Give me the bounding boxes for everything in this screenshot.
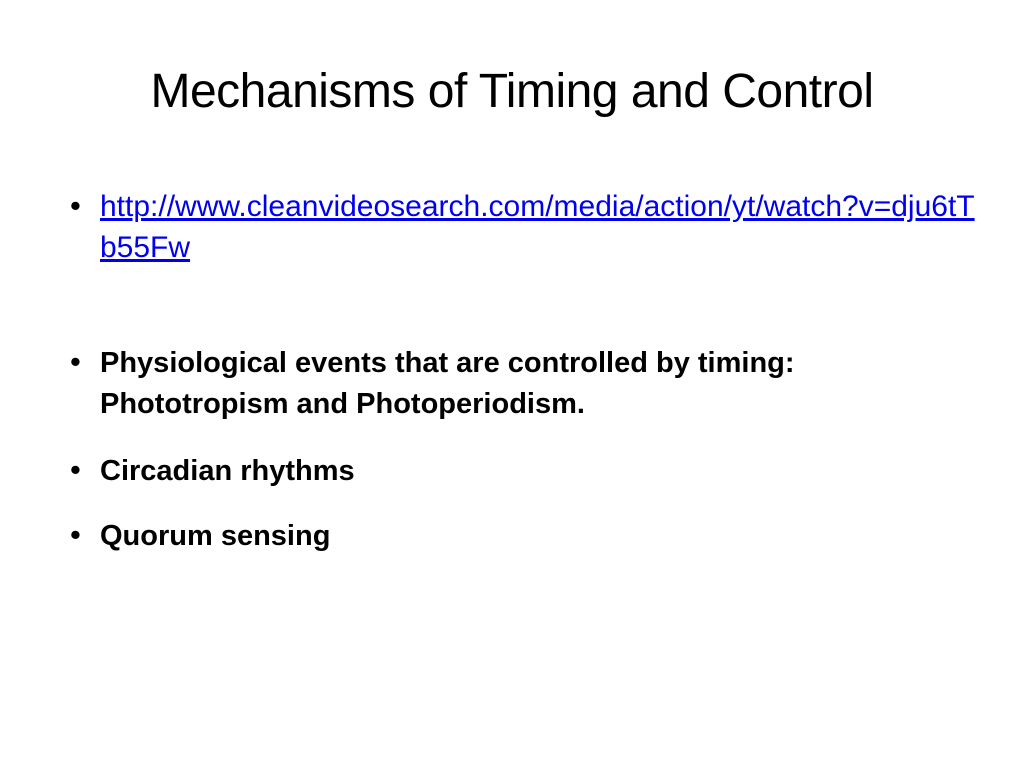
- bullet-item-circadian-rhythms: [70, 450, 984, 491]
- bullet-marker: •: [70, 344, 81, 379]
- bullet-marker: •: [70, 188, 81, 223]
- spacer: [70, 268, 984, 342]
- video-link[interactable]: http://www.cleanvideosearch.com/media/action/yt/watch?v=dju6tTb55Fw: [100, 190, 975, 264]
- bullet-marker: •: [70, 517, 81, 552]
- bullet-item-physiological-events: [70, 342, 984, 424]
- bullet-text: Physiological events that are controlled by timing: Phototropism and Photoperiodism.: [100, 347, 795, 420]
- bullet-text: Quorum sensing: [100, 520, 331, 552]
- bullet-item-link: [70, 186, 984, 268]
- bullet-item-quorum-sensing: [70, 515, 984, 556]
- slide-title: Mechanisms of Timing and Control: [150, 65, 874, 118]
- bullet-marker: •: [70, 452, 81, 487]
- bullet-text: Circadian rhythms: [100, 455, 355, 487]
- bullet-list: [70, 186, 984, 556]
